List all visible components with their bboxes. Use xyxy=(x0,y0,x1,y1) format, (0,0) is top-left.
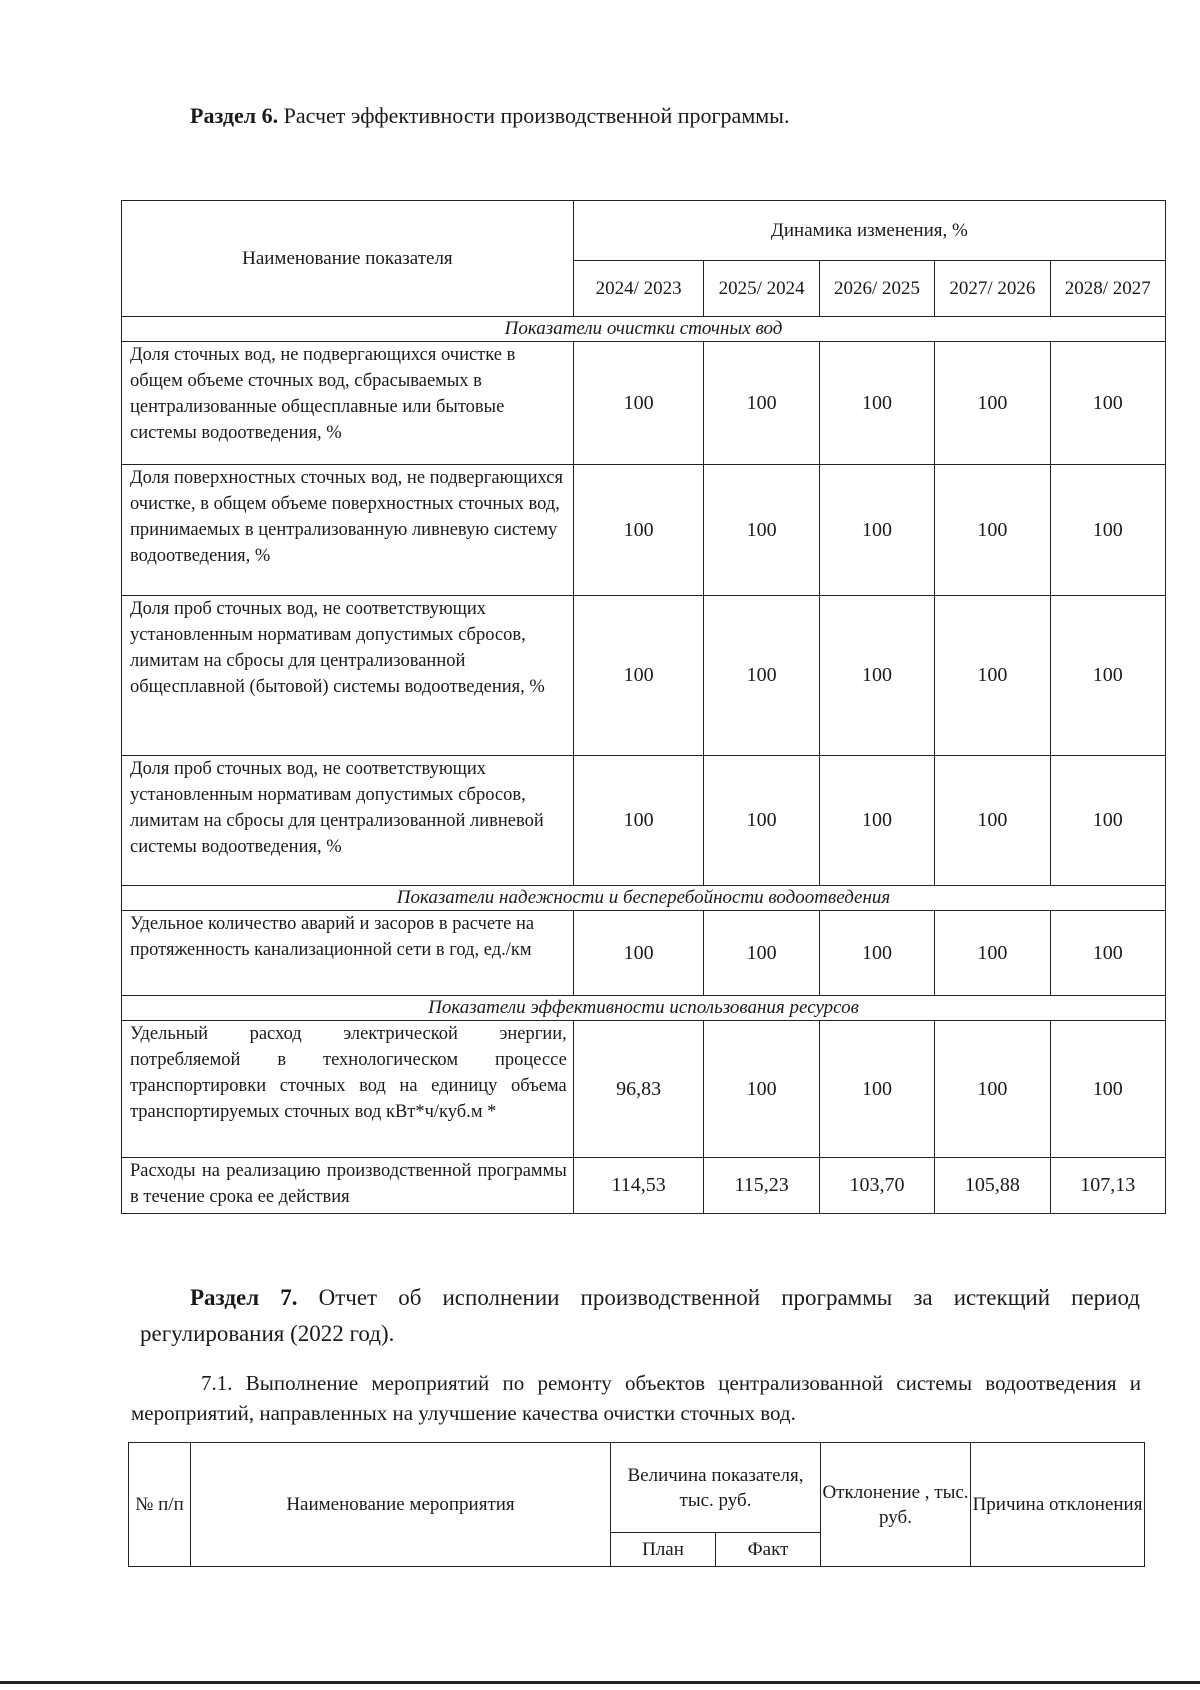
indicator-value: 100 xyxy=(1050,596,1165,756)
indicator-name: Доля сточных вод, не подвергающихся очистке в общем объеме сточных вод, сбрасываемых в централизованные общесплавные или бытовые системы водоотведения, % xyxy=(122,342,574,465)
indicator-value: 100 xyxy=(935,756,1050,886)
indicator-value: 100 xyxy=(573,596,704,756)
indicator-value: 100 xyxy=(935,342,1050,465)
header-year: 2026/ 2025 xyxy=(819,261,934,317)
indicator-value: 100 xyxy=(1050,756,1165,886)
indicator-value: 100 xyxy=(935,596,1050,756)
indicator-value: 100 xyxy=(573,911,704,996)
indicator-value: 100 xyxy=(935,465,1050,596)
indicator-value: 96,83 xyxy=(573,1021,704,1158)
indicator-value: 100 xyxy=(819,342,934,465)
indicator-value: 100 xyxy=(819,465,934,596)
header-plan: План xyxy=(611,1533,716,1567)
section-7-heading xyxy=(140,1280,1140,1352)
table-section-title: Показатели надежности и бесперебойности водоотведения xyxy=(122,886,1166,911)
indicator-name: Доля проб сточных вод, не соответствующих установленным нормативам допустимых сбросов, лимитам на сбросы для централизованной общесплавной (бытовой) системы водоотведения, % xyxy=(122,596,574,756)
header-indicator-value: Величина показателя, тыс. руб. xyxy=(611,1443,821,1533)
indicator-value: 100 xyxy=(819,596,934,756)
activities-table xyxy=(128,1442,1145,1567)
indicator-name: Доля поверхностных сточных вод, не подвергающихся очистке, в общем объеме поверхностных сточных вод, принимаемых в централизованную ливневую систему водоотведения, % xyxy=(122,465,574,596)
indicator-name: Удельный расход электрической энергии, потребляемой в технологическом процессе транспортировки сточных вод на единицу объема транспортируемых сточных вод кВт*ч/куб.м * xyxy=(122,1021,574,1158)
indicator-name: Удельное количество аварий и засоров в расчете на протяженность канализационной сети в год, ед./км xyxy=(122,911,574,996)
indicator-value: 107,13 xyxy=(1050,1158,1165,1214)
header-deviation-reason: Причина отклонения xyxy=(971,1443,1145,1567)
indicator-value: 100 xyxy=(1050,342,1165,465)
table-section-title: Показатели эффективности использования ресурсов xyxy=(122,996,1166,1021)
section-6-label: Раздел 6. xyxy=(190,103,279,128)
paragraph-7-1: 7.1. Выполнение мероприятий по ремонту объектов централизованной системы водоотведения и мероприятий, направленных на улучшение качества очистки сточных вод. xyxy=(131,1371,1141,1425)
indicator-value: 115,23 xyxy=(704,1158,819,1214)
indicator-value: 100 xyxy=(819,1021,934,1158)
efficiency-table xyxy=(121,200,1166,1214)
indicator-value: 100 xyxy=(573,342,704,465)
indicator-value: 100 xyxy=(704,596,819,756)
header-fact: Факт xyxy=(716,1533,821,1567)
header-year: 2028/ 2027 xyxy=(1050,261,1165,317)
section-6-title: Расчет эффективности производственной программы. xyxy=(283,103,790,128)
indicator-value: 100 xyxy=(935,911,1050,996)
section-7-title: Отчет об исполнении производственной программы за истекщий период регулирования (2022 год). xyxy=(140,1285,1140,1346)
page-bottom-line xyxy=(0,1681,1200,1684)
header-dynamics: Динамика изменения, % xyxy=(573,201,1165,261)
header-row-number: № п/п xyxy=(129,1443,191,1567)
indicator-value: 100 xyxy=(704,911,819,996)
indicator-value: 100 xyxy=(573,465,704,596)
indicator-name: Расходы на реализацию производственной программы в течение срока ее действия xyxy=(122,1158,574,1214)
header-deviation: Отклонение , тыс. руб. xyxy=(821,1443,971,1567)
indicator-value: 100 xyxy=(1050,911,1165,996)
table-section-title: Показатели очистки сточных вод xyxy=(122,317,1166,342)
section-6-heading xyxy=(190,103,789,129)
indicator-value: 100 xyxy=(704,756,819,886)
header-year: 2027/ 2026 xyxy=(935,261,1050,317)
header-activity-name: Наименование мероприятия xyxy=(191,1443,611,1567)
header-year: 2025/ 2024 xyxy=(704,261,819,317)
indicator-value: 114,53 xyxy=(573,1158,704,1214)
indicator-value: 100 xyxy=(1050,465,1165,596)
indicator-value: 100 xyxy=(704,465,819,596)
indicator-value: 100 xyxy=(1050,1021,1165,1158)
indicator-name: Доля проб сточных вод, не соответствующих установленным нормативам допустимых сбросов, лимитам на сбросы для централизованной ливневой системы водоотведения, % xyxy=(122,756,574,886)
indicator-value: 100 xyxy=(573,756,704,886)
header-year: 2024/ 2023 xyxy=(573,261,704,317)
indicator-value: 105,88 xyxy=(935,1158,1050,1214)
section-7-label: Раздел 7. xyxy=(190,1285,298,1310)
indicator-value: 100 xyxy=(819,756,934,886)
indicator-value: 100 xyxy=(935,1021,1050,1158)
header-indicator-name: Наименование показателя xyxy=(122,201,574,317)
indicator-value: 100 xyxy=(704,1021,819,1158)
indicator-value: 100 xyxy=(704,342,819,465)
indicator-value: 103,70 xyxy=(819,1158,934,1214)
indicator-value: 100 xyxy=(819,911,934,996)
